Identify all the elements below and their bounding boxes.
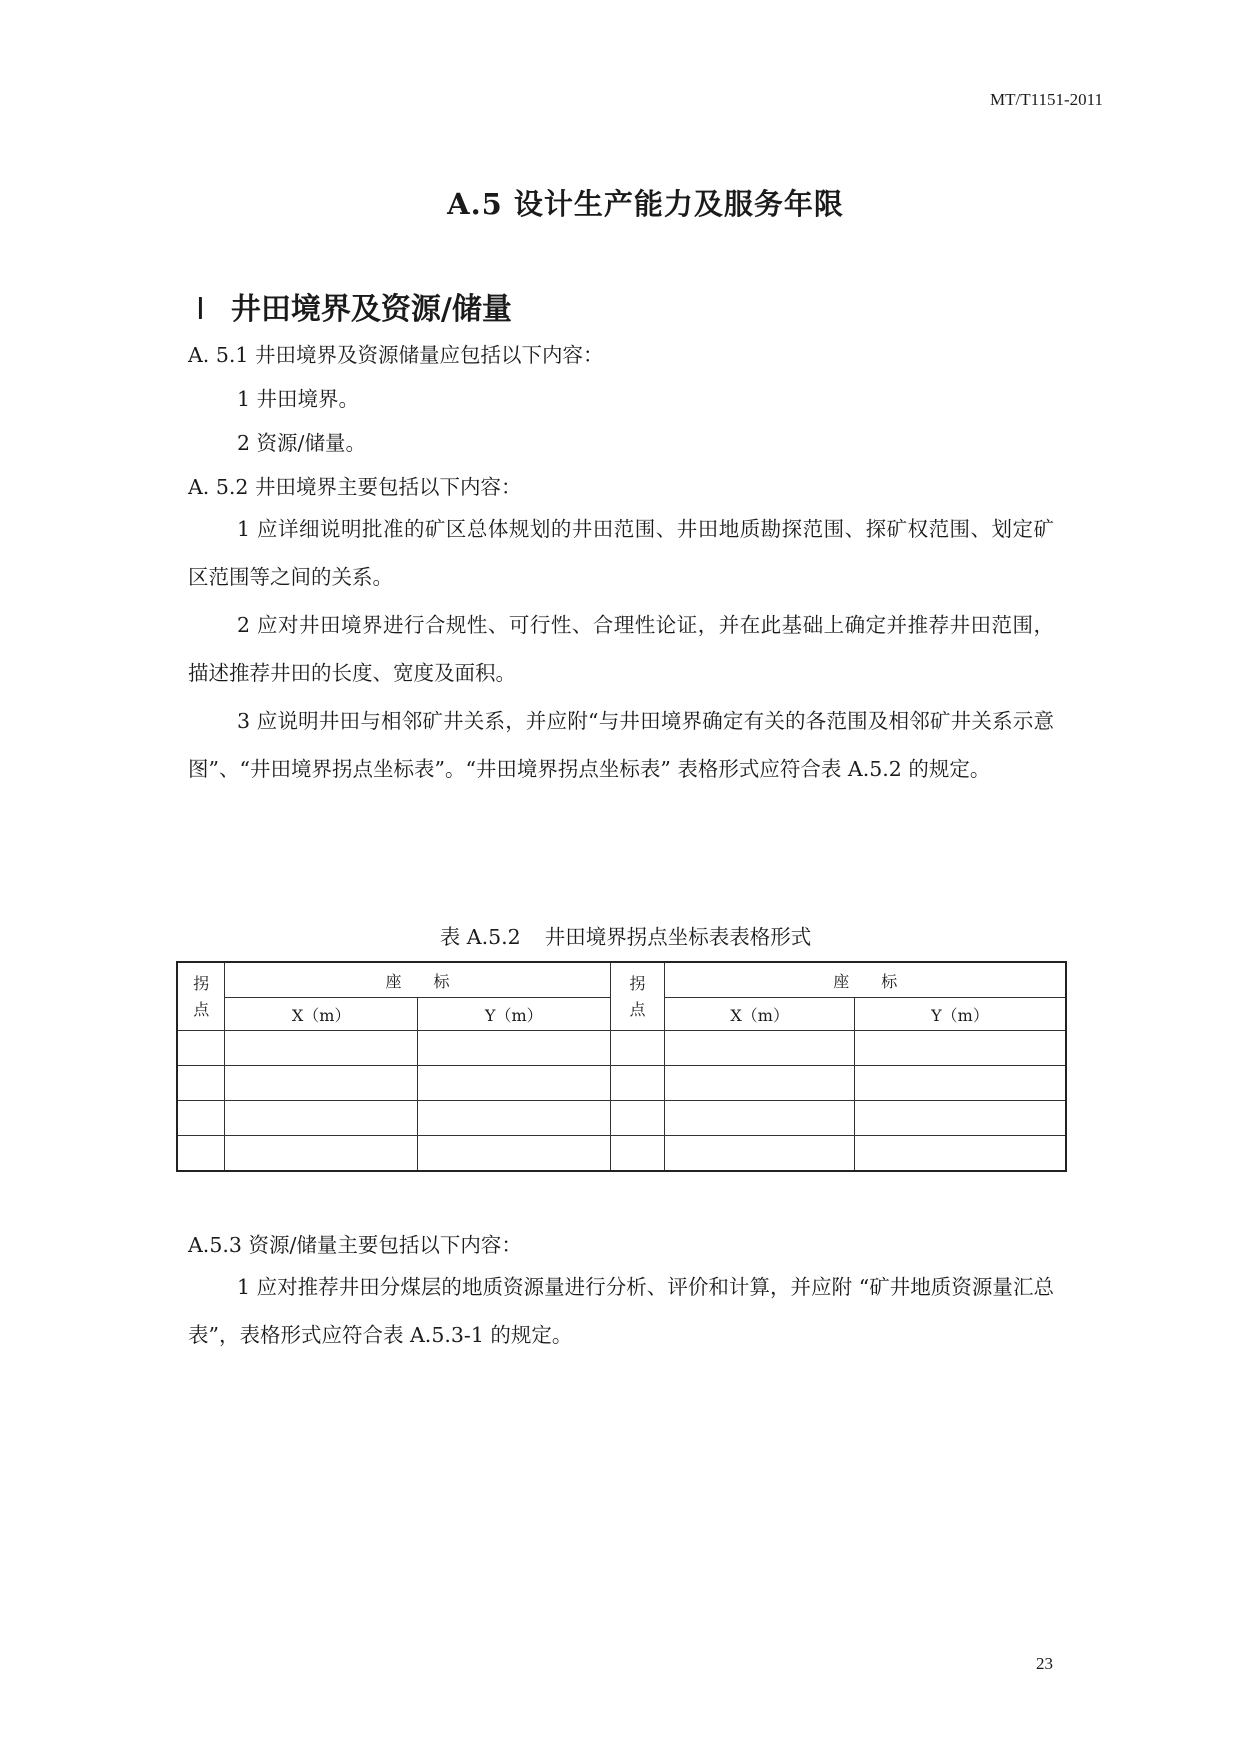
table-cell [854,1031,1066,1066]
header-point-right-bottom: 点 [629,999,646,1019]
table-cell [665,1066,855,1101]
header-coord-left: 座 标 [225,962,610,998]
table-cell [225,1101,418,1136]
table-cell [177,1066,225,1101]
table-cell [225,1136,418,1172]
section-title: A.5 设计生产能力及服务年限 [447,187,844,221]
subsection-heading [196,284,512,328]
table-row [177,1031,1066,1066]
table-cell [177,1031,225,1066]
table-cell [854,1101,1066,1136]
table-cell [417,1031,610,1066]
header-coord-right: 座 标 [665,962,1066,998]
table-cell [854,1066,1066,1101]
table-cell [610,1136,665,1172]
table-row [177,1101,1066,1136]
clause-a53-item1: 1 应对推荐井田分煤层的地质资源量进行分析、评价和计算，并应附 “矿井地质资源量汇总表”，表格形式应符合表 A.5.3-1 的规定。 [188,1275,1054,1347]
table-cell [665,1136,855,1172]
table-cell [417,1066,610,1101]
clause-a51-item2: 2 资源/储量。 [237,431,366,455]
table-cell [225,1031,418,1066]
table-cell [665,1101,855,1136]
table-cell [610,1031,665,1066]
table-caption [0,920,1241,950]
clause-a51-item1: 1 井田境界。 [237,387,360,411]
page-number: 23 [1036,1654,1053,1673]
clause-a52-item1: 1 应详细说明批准的矿区总体规划的井田范围、井田地质勘探范围、探矿权范围、划定矿区范围等之间的关系。 [188,517,1054,589]
clause-a52-lead: A. 5.2 井田境界主要包括以下内容： [188,475,522,499]
table-cell [225,1066,418,1101]
subsection-title: 井田境界及资源/储量 [230,292,512,327]
subsection-numeral: Ⅰ [196,293,205,326]
header-point-right-top: 拐 [629,973,646,993]
clause-a52-item2: 2 应对井田境界进行合规性、可行性、合理性论证，并在此基础上确定并推荐井田范围，描述推荐井田的长度、宽度及面积。 [188,613,1054,685]
header-y-left: Y（m） [417,998,610,1031]
header-x-left: X（m） [225,998,418,1031]
header-point-left-bottom: 点 [193,999,210,1019]
clause-a51-lead: A. 5.1 井田境界及资源储量应包括以下内容： [188,343,604,367]
table-cell [665,1031,855,1066]
table-cell [417,1136,610,1172]
table-caption-text: 井田境界拐点坐标表表格形式 [544,925,812,949]
header-y-right: Y（m） [854,998,1066,1031]
header-point-left-top: 拐 [193,973,210,993]
table-cell [177,1101,225,1136]
clause-a52-item3: 3 应说明井田与相邻矿井关系，并应附“与井田境界确定有关的各范围及相邻矿井关系示意图”、“井田境界拐点坐标表”。“井田境界拐点坐标表” 表格形式应符合表 A.5.2 的规定。 [188,709,1054,781]
table-cell [610,1101,665,1136]
clause-a53-lead: A.5.3 资源/储量主要包括以下内容： [188,1233,522,1257]
table-cell [177,1136,225,1172]
header-point-left [177,962,225,1031]
table-row [177,1136,1066,1172]
coordinate-table [176,961,1067,1172]
table-cell [610,1066,665,1101]
table-cell [854,1136,1066,1172]
table-cell [417,1101,610,1136]
table-caption-id: 表 A.5.2 [439,925,521,949]
table-row [177,1066,1066,1101]
doc-code: MT/T1151-2011 [989,90,1103,109]
header-point-right [610,962,665,1031]
header-x-right: X（m） [665,998,855,1031]
